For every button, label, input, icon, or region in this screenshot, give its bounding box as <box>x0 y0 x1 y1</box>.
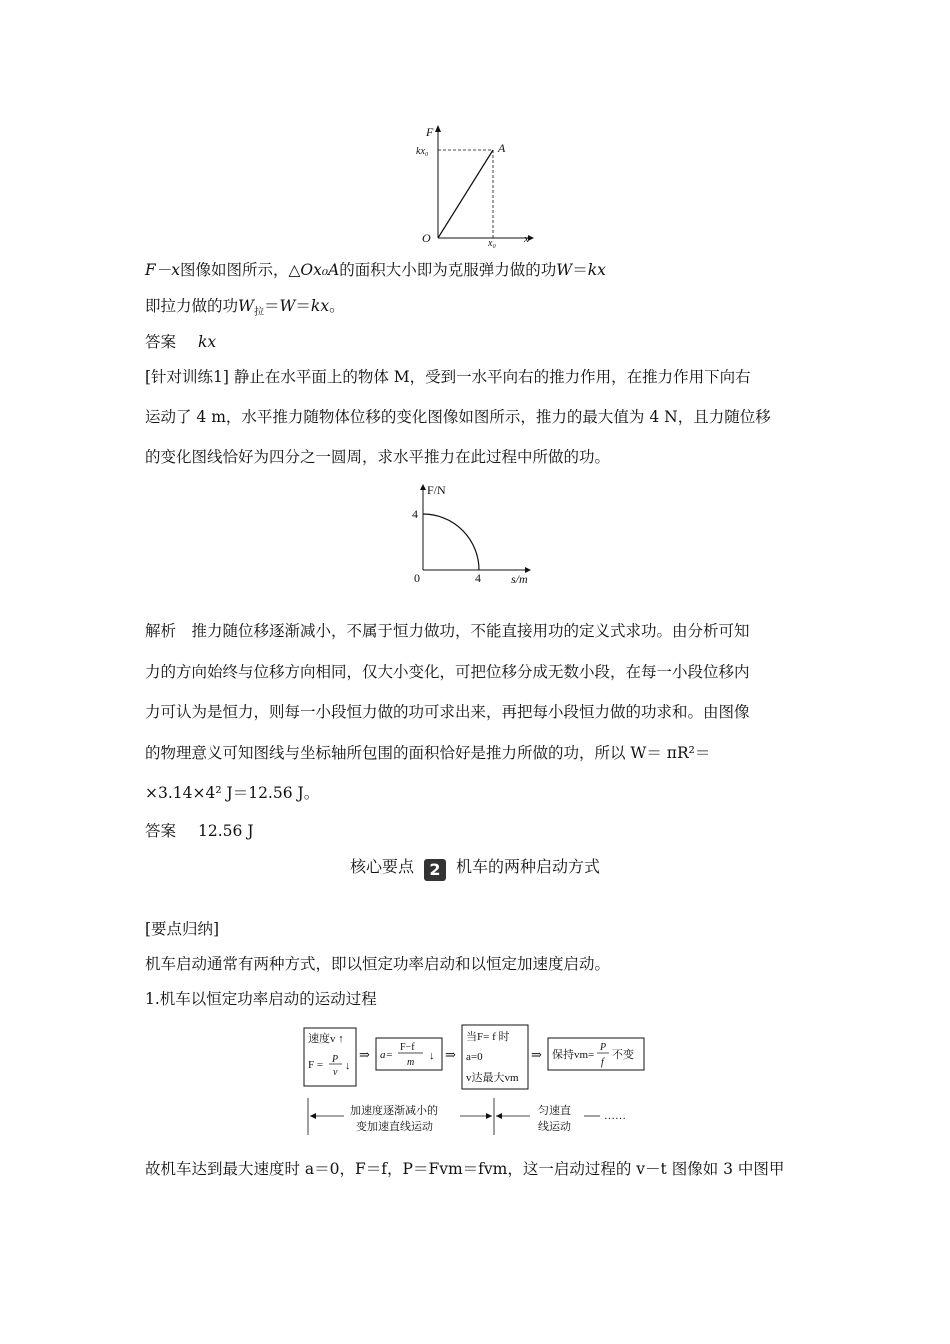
b4-num: P <box>600 1042 607 1053</box>
intro-line: 机车启动通常有两种方式，即以恒定功率启动和以恒定加速度启动。 <box>145 955 611 973</box>
problem-line-1: [针对训练1] 静止在水平面上的物体 M，受到一水平向右的推力作用，在推力作用下向右 <box>145 368 751 386</box>
b2-arrow: ↓ <box>429 1050 435 1062</box>
b3-line2: a=0 <box>466 1051 483 1063</box>
problem-line-3: 的变化图线恰好为四分之一圆周，求水平推力在此过程中所做的功。 <box>145 448 611 466</box>
solution-line-1: 解析 推力随位移逐渐减小，不属于恒力做功，不能直接用功的定义式求功。由分析可知 <box>145 622 750 640</box>
item-1: 1.机车以恒定功率启动的运动过程 <box>145 990 377 1008</box>
phase1-line2: 变加速直线运动 <box>356 1121 433 1133</box>
tick-label-y: kx₀ <box>416 146 429 157</box>
b2-den: m <box>407 1057 415 1068</box>
solution-line-3: 力可认为是恒力，则每一小段恒力做的功可求出来，再把每小段恒力做的功求和。由图像 <box>145 703 750 721</box>
b1-num: P <box>332 1054 339 1065</box>
axis-label-y: F/N <box>427 483 446 497</box>
flow-diagram-constant-power <box>300 1020 650 1140</box>
b2-num: F−f <box>400 1042 415 1053</box>
axis-label-y: F <box>426 125 434 139</box>
text-line-2: 即拉力做的功$W_拉=W=kx$。 <box>145 297 345 319</box>
implies-2: ⇒ <box>445 1047 456 1062</box>
b3-line1: 当F= f 时 <box>466 1031 510 1043</box>
solution-line-4: 的物理意义可知图线与坐标轴所包围的面积恰好是推力所做的功，所以 W＝ πR²＝ <box>145 744 711 762</box>
phase2-line1: 匀速直 <box>538 1105 571 1117</box>
section-number-badge: 2 <box>424 859 446 881</box>
origin-label: O <box>422 231 431 245</box>
origin-label: 0 <box>414 571 420 585</box>
b1-line2: F = <box>308 1059 324 1071</box>
b1-line1: 速度v ↑ <box>308 1033 344 1045</box>
b1-arrow: ↓ <box>345 1060 351 1072</box>
section-tag: [要点归纳] <box>145 920 220 938</box>
problem-line-2: 运动了 4 m，水平推力随物体位移的变化图像如图所示，推力的最大值为 4 N，且力随位移 <box>145 408 771 426</box>
axis-label-x: s/m <box>511 572 528 586</box>
section-heading: 核心要点 2 机车的两种启动方式 <box>349 857 601 879</box>
figure-force-displacement-linear <box>410 118 540 248</box>
implies-1: ⇒ <box>359 1047 370 1062</box>
tick-label-x: 4 <box>475 571 481 585</box>
phase1-line1: 加速度逐渐减小的 <box>350 1105 438 1117</box>
axis-label-x: x <box>524 233 529 245</box>
point-label: A <box>498 141 506 155</box>
solution-line-2: 力的方向始终与位移方向相同，仅大小变化，可把位移分成无数小段，在每一小段位移内 <box>145 663 750 681</box>
answer-2: 答案 12.56 J <box>145 822 254 840</box>
b3-line3: v达最大vm <box>466 1072 519 1084</box>
b4-post: 不变 <box>612 1049 634 1061</box>
implies-3: ⇒ <box>531 1047 542 1062</box>
text-line-1: F－x图像如图所示，△Ox₀A的面积大小即为克服弹力做的功W＝kx <box>145 261 606 279</box>
b4-pre: 保持vm= <box>552 1049 595 1061</box>
b1-den: v <box>333 1067 338 1078</box>
tick-label-x: x₀ <box>488 238 496 248</box>
b2-pre: a= <box>380 1049 393 1061</box>
last-line: 故机车达到最大速度时 a＝0，F＝f，P＝Fvm＝fvm，这一启动过程的 v－t 图像如 3 中图甲 <box>145 1160 785 1178</box>
figure-force-displacement-quarter-circle <box>405 482 545 588</box>
phase2-dots: …… <box>604 1110 626 1122</box>
tick-label-y: 4 <box>412 507 418 521</box>
solution-line-5: ×3.14×4² J＝12.56 J。 <box>145 784 320 802</box>
answer-1: 答案 kx <box>145 333 217 351</box>
phase2-line2: 线运动 <box>538 1121 571 1133</box>
b4-den: f <box>601 1057 604 1068</box>
